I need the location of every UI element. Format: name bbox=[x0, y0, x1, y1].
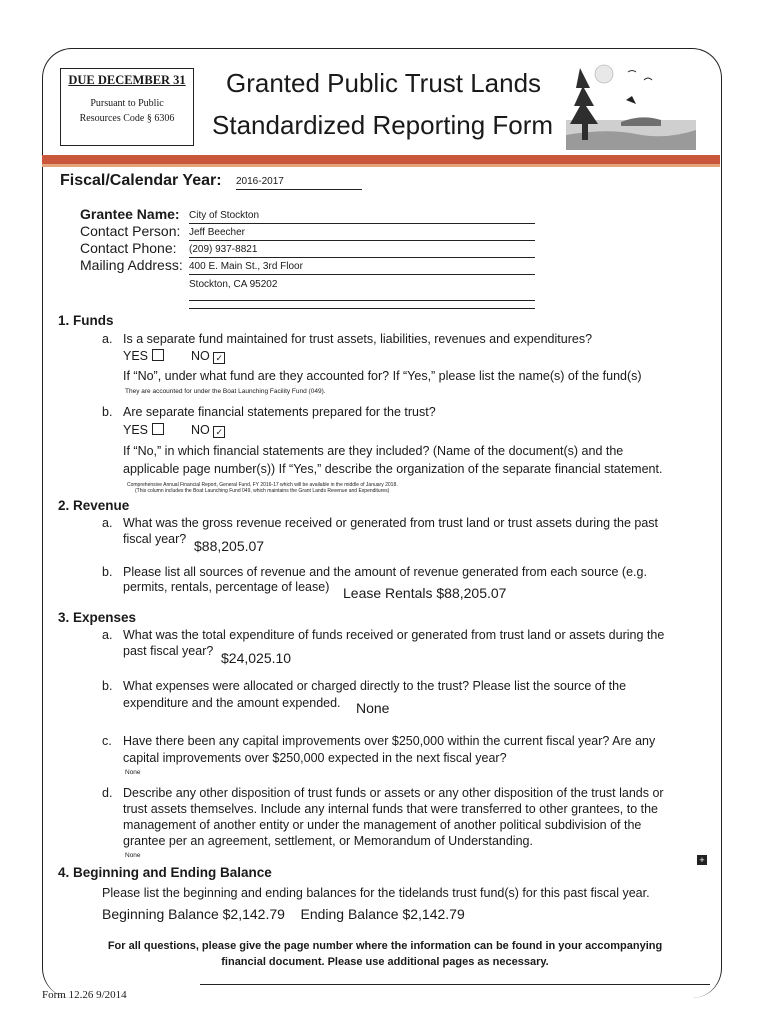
revenue-b-letter: b. bbox=[102, 565, 113, 579]
expenses-d-question-1: Describe any other disposition of trust funds or assets or any other disposition of the trust lands or bbox=[123, 786, 664, 800]
funds-b-answer-1: Comprehensive Annual Financial Report, General Fund, FY 2016-17 which will be available in the middle of January 2018. bbox=[127, 482, 398, 488]
expenses-d-question-3: management of another entity or under the management of another political subdivision of the bbox=[123, 818, 642, 832]
add-page-icon[interactable]: + bbox=[697, 855, 707, 865]
funds-a-question: Is a separate fund maintained for trust assets, liabilities, revenues and expenditures? bbox=[123, 332, 593, 346]
funds-a-yes-checkbox[interactable] bbox=[152, 349, 164, 361]
footer-note-2: financial document. Please use additional pages as necessary. bbox=[221, 956, 549, 968]
funds-a-no-checkbox[interactable]: ✓ bbox=[213, 352, 225, 364]
funds-a-no-option[interactable] bbox=[191, 349, 225, 364]
fiscal-year-label: Fiscal/Calendar Year: bbox=[60, 172, 222, 189]
funds-a-letter: a. bbox=[102, 332, 113, 346]
contact-person-label: Contact Person: bbox=[80, 223, 181, 239]
funds-b-no-option[interactable] bbox=[191, 423, 225, 438]
revenue-b-answer: Lease Rentals $88,205.07 bbox=[343, 585, 507, 601]
expenses-c-answer: None bbox=[125, 769, 141, 776]
expenses-heading: 3. Expenses bbox=[58, 610, 137, 625]
revenue-a-letter: a. bbox=[102, 516, 113, 530]
expenses-a-letter: a. bbox=[102, 628, 113, 642]
funds-a-yes-option[interactable] bbox=[123, 349, 164, 364]
revenue-b-question-1: Please list all sources of revenue and the amount of revenue generated from each source (e.g. bbox=[123, 565, 647, 579]
grantee-name-field[interactable]: City of Stockton bbox=[189, 210, 535, 224]
expenses-a-question-2: past fiscal year? bbox=[123, 644, 214, 658]
expenses-c-question-1: Have there been any capital improvements over $250,000 within the current fiscal year? Are any bbox=[123, 734, 656, 748]
pursuant-line-1: Pursuant to Public bbox=[90, 98, 164, 109]
mailing-address-field-3[interactable] bbox=[189, 308, 535, 309]
contact-phone-field[interactable]: (209) 937-8821 bbox=[189, 244, 535, 258]
funds-b-follow-1: If “No,” in which financial statements are they included? (Name of the document(s) and the bbox=[123, 444, 624, 458]
revenue-a-question-2: fiscal year? bbox=[123, 532, 187, 546]
footer-note-1: For all questions, please give the page number where the information can be found in your accompanying bbox=[107, 940, 663, 952]
expenses-a-answer: $24,025.10 bbox=[221, 650, 292, 666]
revenue-a-answer: $88,205.07 bbox=[194, 538, 265, 554]
expenses-d-answer: None bbox=[125, 852, 141, 859]
revenue-b-question-2: permits, rentals, percentage of lease) bbox=[123, 580, 330, 594]
form-title-line-1: Granted Public Trust Lands bbox=[226, 68, 542, 98]
expenses-b-question-2: expenditure and the amount expended. bbox=[123, 696, 341, 710]
expenses-d-letter: d. bbox=[102, 786, 113, 800]
header-divider-light bbox=[42, 164, 720, 167]
expenses-c-question-2: capital improvements over $250,000 expected in the next fiscal year? bbox=[123, 751, 507, 765]
balance-question: Please list the beginning and ending balances for the tidelands trust fund(s) for this past fiscal year. bbox=[102, 886, 650, 900]
contact-person-field[interactable]: Jeff Beecher bbox=[189, 227, 535, 241]
balance-heading: 4. Beginning and Ending Balance bbox=[58, 865, 272, 880]
header-divider bbox=[42, 155, 720, 164]
expenses-d-question-4: grantee per an agreement, settlement, or Memorandum of Understanding. bbox=[123, 834, 533, 848]
funds-b-question: Are separate financial statements prepared for the trust? bbox=[123, 405, 436, 419]
mailing-address-field-2[interactable]: Stockton, CA 95202 bbox=[189, 279, 535, 301]
funds-b-yes-checkbox[interactable] bbox=[152, 423, 164, 435]
no-label: NO bbox=[191, 349, 210, 363]
yes-label: YES bbox=[123, 349, 149, 363]
funds-a-answer: They are accounted for under the Boat Launching Facility Fund (049). bbox=[125, 388, 326, 395]
mailing-address-label: Mailing Address: bbox=[80, 257, 183, 273]
due-date-box bbox=[60, 68, 194, 146]
funds-b-letter: b. bbox=[102, 405, 113, 419]
expenses-b-answer: None bbox=[356, 700, 390, 716]
expenses-c-letter: c. bbox=[102, 734, 112, 748]
funds-b-no-checkbox[interactable]: ✓ bbox=[213, 426, 225, 438]
funds-b-follow-2: applicable page number(s)) If “Yes,” describe the organization of the separate financial statement. bbox=[123, 462, 663, 476]
form-number: Form 12.26 9/2014 bbox=[42, 989, 127, 1001]
revenue-a-question-1: What was the gross revenue received or generated from trust land or trust assets during the past bbox=[123, 516, 658, 530]
funds-a-follow: If “No”, under what fund are they accounted for? If “Yes,” please list the name(s) of the fund(s) bbox=[123, 369, 642, 383]
trust-lands-logo bbox=[566, 60, 696, 150]
funds-b-answer-2: (This column includes the Boat Launching Fund 049, which maintains the Grant Lands Revenue and Expenditures) bbox=[135, 488, 390, 494]
expenses-a-question-1: What was the total expenditure of funds received or generated from trust land or assets during the bbox=[123, 628, 665, 642]
due-date: DUE DECEMBER 31 bbox=[68, 73, 186, 87]
form-title-line-2: Standardized Reporting Form bbox=[212, 110, 554, 140]
grantee-name-label: Grantee Name: bbox=[80, 206, 180, 222]
footer-rule bbox=[200, 984, 710, 985]
footer-note bbox=[60, 938, 710, 970]
funds-heading: 1. Funds bbox=[58, 313, 114, 328]
contact-phone-label: Contact Phone: bbox=[80, 240, 177, 256]
pursuant-line-2: Resources Code § 6306 bbox=[79, 113, 175, 124]
no-label: NO bbox=[191, 423, 210, 437]
revenue-heading: 2. Revenue bbox=[58, 498, 130, 513]
expenses-b-question-1: What expenses were allocated or charged directly to the trust? Please list the source of the bbox=[123, 679, 627, 693]
mailing-address-field-1[interactable]: 400 E. Main St., 3rd Floor bbox=[189, 261, 535, 275]
expenses-b-letter: b. bbox=[102, 679, 113, 693]
balance-answer: Beginning Balance $2,142.79 Ending Balance $2,142.79 bbox=[102, 906, 465, 922]
expenses-d-question-2: trust assets themselves. Include any internal funds that were transferred to other grantees, to the bbox=[123, 802, 659, 816]
fiscal-year-field[interactable]: 2016-2017 bbox=[236, 176, 362, 190]
funds-b-yes-option[interactable] bbox=[123, 423, 164, 438]
yes-label: YES bbox=[123, 423, 149, 437]
